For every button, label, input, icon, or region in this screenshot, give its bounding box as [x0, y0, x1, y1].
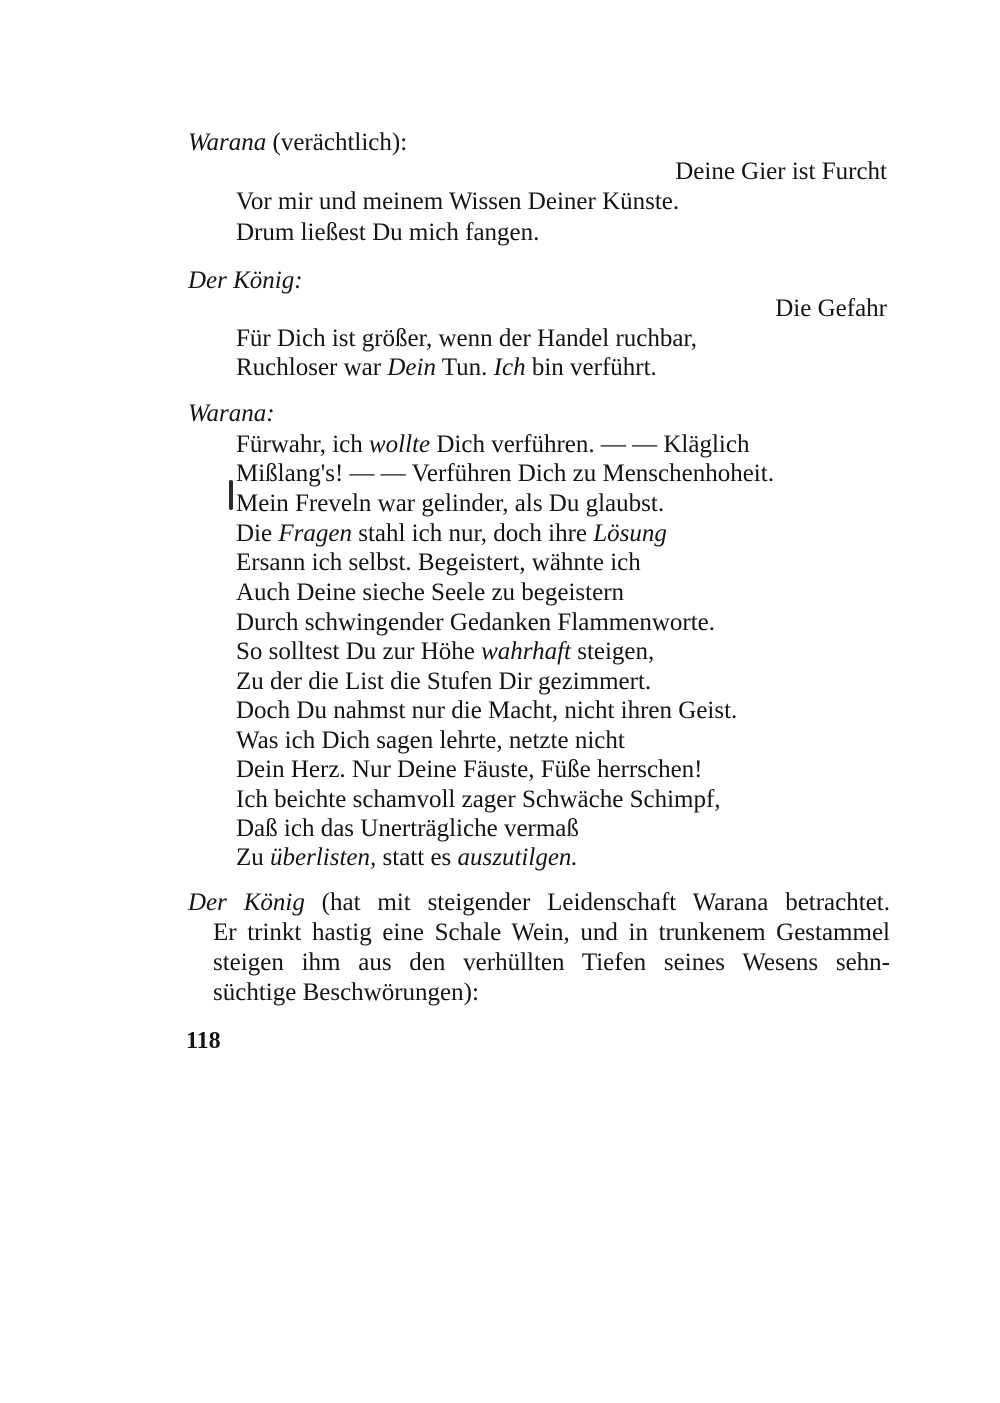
stage-direction-line: Der König (hat mit steigender Leidenschaft Warana betrachtet. [188, 889, 890, 916]
verse-line: Ruchloser war Dein Tun. Ich bin verführt. [236, 354, 657, 381]
speaker-der-koenig-1: Der König: [188, 267, 303, 294]
speaker-der-koenig-2: Der König [188, 889, 305, 916]
verse-line: Daß ich das Unerträgliche vermaß [236, 815, 579, 842]
verse-line: Vor mir und meinem Wissen Deiner Künste. [236, 188, 680, 215]
verse-line: Mißlang's! — — Verführen Dich zu Menschenhoheit. [236, 460, 774, 487]
verse-line: Doch Du nahmst nur die Macht, nicht ihren Geist. [236, 697, 738, 724]
stage-direction: (verächtlich): [266, 129, 408, 156]
verse-line: Auch Deine sieche Seele zu begeistern [236, 579, 625, 606]
verse-line: Fürwahr, ich wollte Dich verführen. — — Kläglich [236, 431, 750, 458]
verse-line: Drum ließest Du mich fangen. [236, 219, 540, 246]
verse-line: Die Gefahr [775, 295, 887, 322]
verse-line: Für Dich ist größer, wenn der Handel ruchbar, [236, 325, 698, 352]
page-number: 118 [186, 1028, 221, 1054]
verse-line: Ich beichte schamvoll zager Schwäche Schimpf, [236, 786, 721, 813]
speaker-warana-1 [188, 128, 407, 158]
verse-line: So solltest Du zur Höhe wahrhaft steigen, [236, 638, 655, 665]
verse-line: Was ich Dich sagen lehrte, netzte nicht [236, 727, 625, 754]
verse-line: Mein Freveln war gelinder, als Du glaubst. [236, 490, 665, 517]
verse-line: Die Fragen stahl ich nur, doch ihre Lösung [236, 520, 667, 547]
stage-direction-line: steigen ihm aus den verhüllten Tiefen seines Wesens sehn- [213, 949, 890, 976]
verse-line: Durch schwingender Gedanken Flammenworte. [236, 609, 716, 636]
verse-line: Zu der die List die Stufen Dir gezimmert. [236, 668, 652, 695]
stage-direction-line: Er trinkt hastig eine Schale Wein, und in trunkenem Gestammel [213, 919, 890, 946]
verse-line: Ersann ich selbst. Begeistert, wähnte ich [236, 549, 641, 576]
verse-line: Deine Gier ist Furcht [675, 158, 887, 185]
verse-line: Dein Herz. Nur Deine Fäuste, Füße herrschen! [236, 756, 703, 783]
speaker-name: Warana [188, 129, 267, 156]
margin-mark [229, 480, 233, 510]
speaker-warana-2: Warana: [188, 400, 275, 427]
stage-direction-line: süchtige Beschwörungen): [213, 979, 479, 1006]
verse-line: Zu überlisten, statt es auszutilgen. [236, 844, 578, 871]
